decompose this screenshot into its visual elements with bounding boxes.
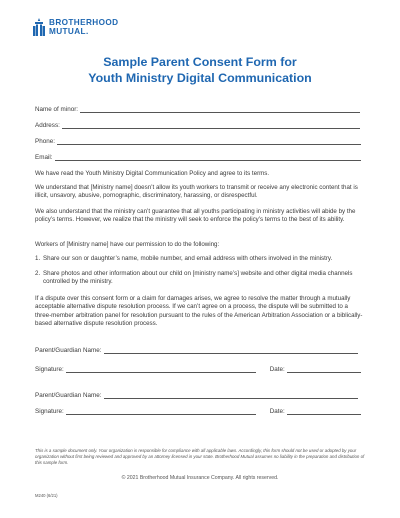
- list-item: [35, 255, 365, 263]
- guardian-name-field-2[interactable]: [104, 392, 358, 399]
- brotherhood-mutual-logo-icon: [33, 18, 45, 36]
- guardian-name-label: Parent/Guardian Name:: [35, 347, 102, 354]
- brand-logo: [33, 18, 118, 36]
- name-of-minor-field[interactable]: [80, 106, 360, 113]
- paragraph-content-policy: We understand that [Ministry name] doesn’t allow its youth workers to transmit or receive any electronic content that is illicit, unsavory, abusive, pornographic, discriminatory, harassing, or disrespectful.: [35, 184, 358, 200]
- form-code: M240 (6/21): [35, 493, 58, 498]
- name-of-minor-row: [35, 106, 360, 113]
- date-label: Date:: [269, 366, 285, 373]
- logo-text-line1: BROTHERHOOD: [49, 18, 119, 27]
- phone-row: [35, 138, 361, 145]
- page-title-line2: Youth Ministry Digital Communication: [88, 71, 312, 85]
- email-row: [35, 154, 361, 161]
- paragraph-dispute: If a dispute over this consent form or a claim for damages arises, we agree to resolve the matter through a mutually acceptable alternative dispute resolution process. If we can’t agree on a process, the dispute will be submitted to a three-member arbitration panel for resolution pursuant to the rules of the American Arbitration Association or a biblically-based alternative dispute resolution process.: [35, 295, 363, 328]
- list-item-number: 1.: [35, 255, 41, 262]
- signature-field-2[interactable]: [66, 408, 256, 415]
- list-item-text: Share our son or daughter’s name, mobile number, and email address with others involved in the ministry.: [43, 255, 333, 262]
- paragraph-permission: Workers of [Ministry name] have our permission to do the following:: [35, 241, 220, 248]
- signature-label: Signature:: [35, 366, 64, 373]
- list-item-number: 2.: [35, 270, 41, 277]
- address-field[interactable]: [62, 122, 360, 129]
- phone-field[interactable]: [57, 138, 361, 145]
- date-field-2[interactable]: [287, 408, 361, 415]
- email-label: Email:: [35, 154, 53, 161]
- guardian-name-row-1: [35, 347, 358, 354]
- date-label: Date:: [269, 408, 285, 415]
- date-field-1[interactable]: [287, 366, 361, 373]
- logo-text-line2: MUTUAL.: [49, 27, 89, 36]
- address-label: Address:: [35, 122, 60, 129]
- guardian-name-row-2: [35, 392, 358, 399]
- signature-row-2: [35, 408, 361, 415]
- page-title-line1: Sample Parent Consent Form for: [103, 55, 297, 69]
- signature-row-1: [35, 366, 361, 373]
- email-field[interactable]: [55, 154, 361, 161]
- copyright-notice: © 2021 Brotherhood Mutual Insurance Company. All rights reserved.: [121, 475, 279, 481]
- list-item-text: Share photos and other information about our child on [ministry name’s] website and other digital media channels controlled by the ministry.: [43, 270, 353, 286]
- guardian-name-label: Parent/Guardian Name:: [35, 392, 102, 399]
- paragraph-enforcement: We also understand that the ministry can’t guarantee that all youths participating in ministry activities will abide by the policy’s terms. However, we realize that the ministry will seek to enforce the policy’s terms to the best of its ability.: [35, 208, 356, 224]
- name-of-minor-label: Name of minor:: [35, 106, 79, 113]
- signature-field-1[interactable]: [66, 366, 256, 373]
- guardian-name-field-1[interactable]: [104, 347, 358, 354]
- signature-label: Signature:: [35, 408, 64, 415]
- list-item: [35, 270, 365, 287]
- phone-label: Phone:: [35, 138, 55, 145]
- disclaimer-note: This is a sample document only. Your organization is responsible for compliance with all applicable laws. Accordingly, this form should not be used or adopted by your organization without first being reviewed and approved by an attorney licensed in your state. Brotherhood Mutual assumes no liability in the preparation and distribution of this sample form.: [35, 448, 365, 465]
- address-row: [35, 122, 360, 129]
- paragraph-agree: We have read the Youth Ministry Digital Communication Policy and agree to its terms.: [35, 170, 270, 177]
